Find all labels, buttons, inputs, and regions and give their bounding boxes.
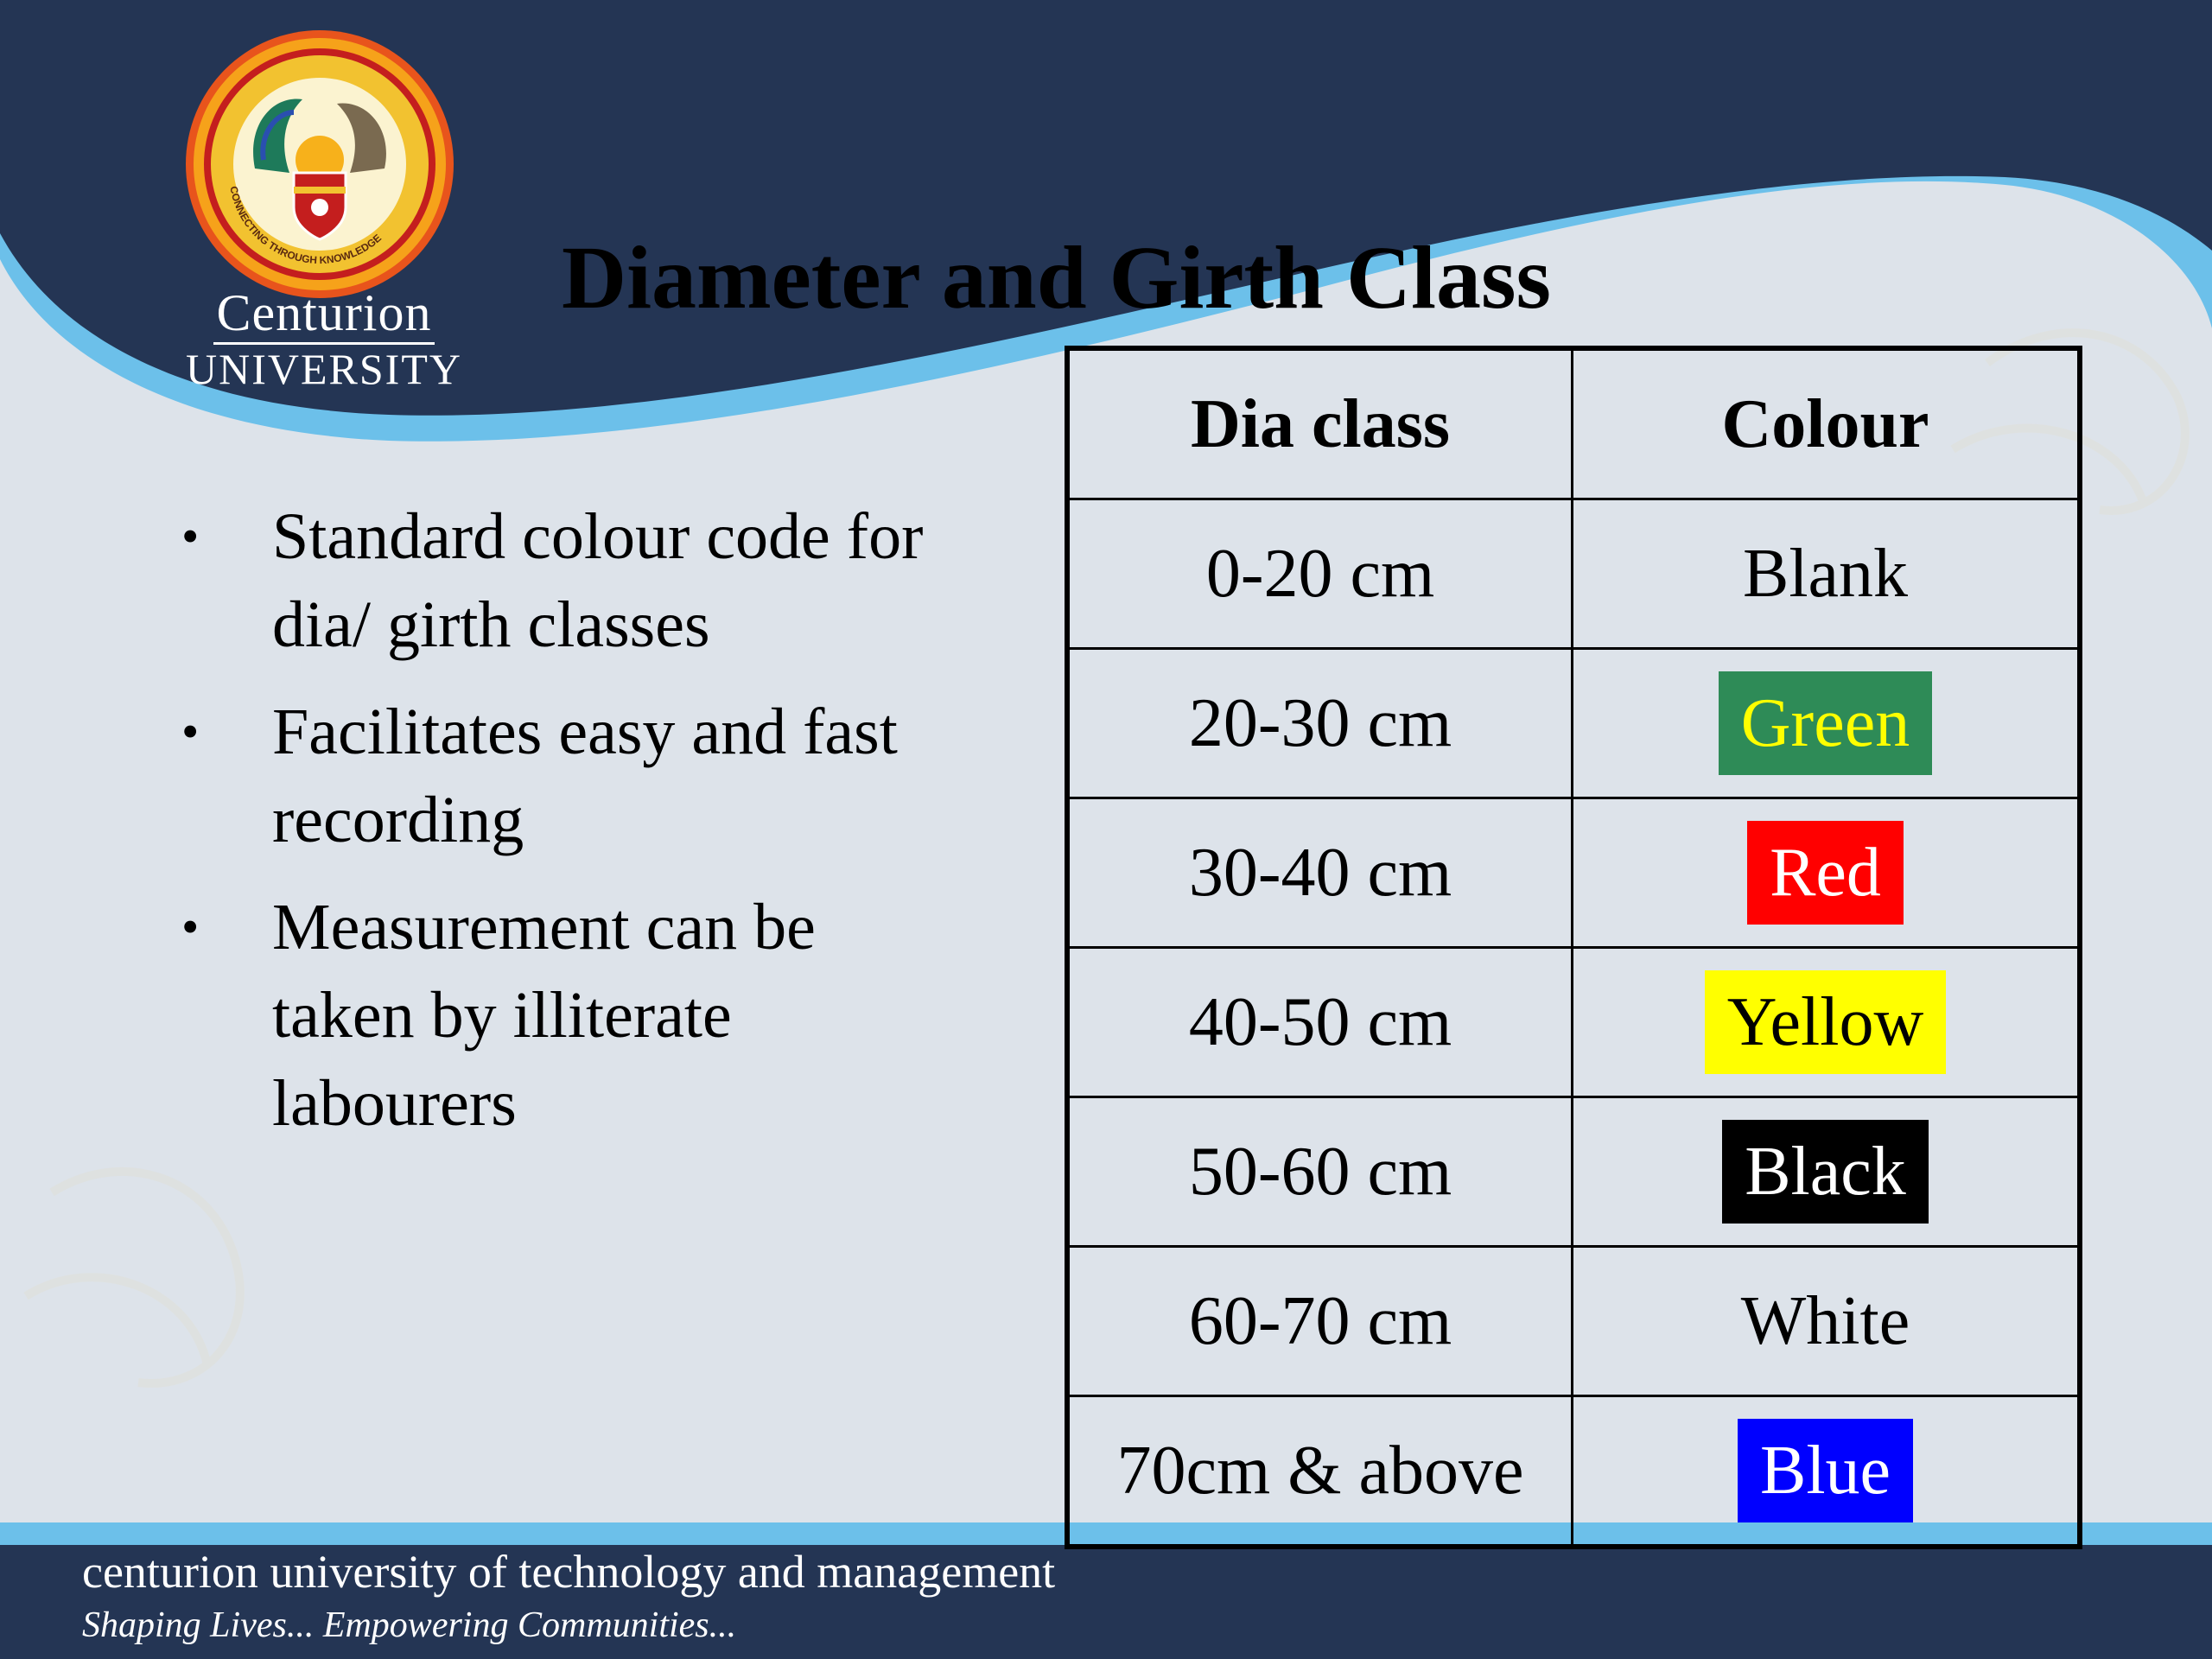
dia-class-cell: 0-20 cm — [1067, 499, 1573, 649]
university-name-line1: Centurion — [213, 285, 435, 345]
table-header-row — [1067, 348, 2080, 499]
bullet-dot-icon: • — [181, 508, 200, 564]
dia-class-cell: 60-70 cm — [1067, 1247, 1573, 1396]
dia-class-cell: 40-50 cm — [1067, 948, 1573, 1097]
university-name-line2: UNIVERSITY — [186, 345, 462, 393]
colour-cell — [1573, 1396, 2081, 1548]
colour-cell — [1573, 1097, 2081, 1247]
bullet-text: Measurement can be taken by illiterate labourers — [272, 891, 816, 1140]
bullet-item — [181, 688, 959, 864]
dia-class-cell: 30-40 cm — [1067, 798, 1573, 948]
table-row — [1067, 1097, 2080, 1247]
colour-swatch: Yellow — [1705, 970, 1947, 1074]
colour-cell — [1573, 948, 2081, 1097]
university-name — [177, 285, 471, 393]
bullet-text: Facilitates easy and fast recording — [272, 696, 898, 856]
table-row — [1067, 798, 2080, 948]
colour-swatch: Green — [1719, 671, 1932, 775]
colour-swatch: Red — [1747, 821, 1904, 925]
dia-class-cell: 70cm & above — [1067, 1396, 1573, 1548]
bullet-dot-icon: • — [181, 703, 200, 760]
table-row — [1067, 649, 2080, 798]
header-colour: Colour — [1573, 348, 2081, 499]
bullet-item — [181, 883, 959, 1147]
bullet-dot-icon: • — [181, 899, 200, 955]
colour-swatch: Blue — [1738, 1419, 1913, 1522]
colour-cell — [1573, 798, 2081, 948]
table-row — [1067, 499, 2080, 649]
seal-text: CONNECTING THROUGH KNOWLEDGE — [227, 185, 385, 267]
colour-swatch: White — [1740, 1283, 1910, 1359]
colour-cell — [1573, 499, 2081, 649]
university-logo — [177, 22, 462, 307]
header-dia-class: Dia class — [1067, 348, 1573, 499]
dia-class-cell: 20-30 cm — [1067, 649, 1573, 798]
table-row — [1067, 1247, 2080, 1396]
colour-cell — [1573, 649, 2081, 798]
bullet-text: Standard colour code for dia/ girth classes — [272, 500, 924, 661]
colour-swatch: Black — [1722, 1120, 1929, 1224]
colour-swatch: Blank — [1742, 536, 1909, 612]
colour-cell — [1573, 1247, 2081, 1396]
table-row — [1067, 1396, 2080, 1548]
bullet-list — [181, 493, 959, 1166]
bullet-item — [181, 493, 959, 669]
footer-university-name: centurion university of technology and management — [82, 1546, 1056, 1598]
table-row — [1067, 948, 2080, 1097]
footer-tagline: Shaping Lives... Empowering Communities... — [82, 1605, 737, 1645]
dia-class-colour-table — [1065, 346, 2082, 1549]
dia-class-cell: 50-60 cm — [1067, 1097, 1573, 1247]
slide-title: Diameter and Girth Class — [562, 228, 1551, 327]
